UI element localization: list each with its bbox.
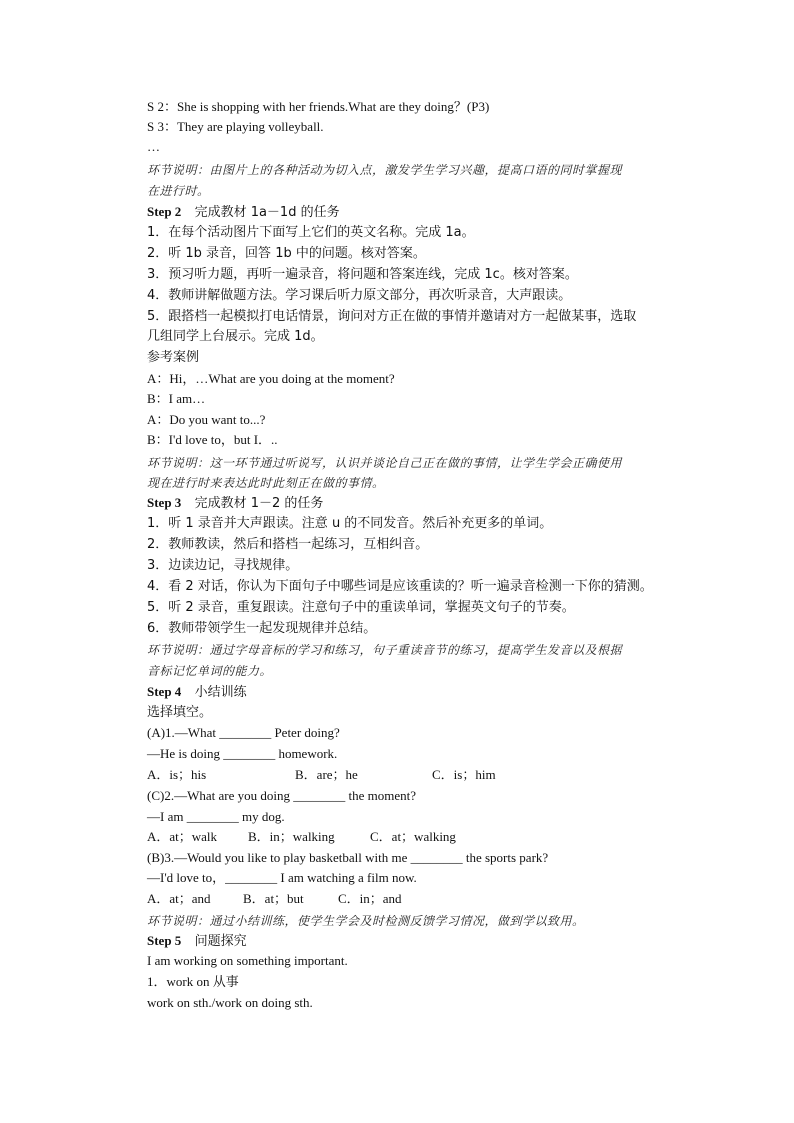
question-3-options <box>147 890 402 908</box>
example-line-a1: A：Hi，…What are you doing at the moment? <box>147 371 395 386</box>
option-a: A．is；his <box>147 767 207 782</box>
question-1-line-2: —He is doing ________ homework. <box>147 746 338 761</box>
example-line-b1: B：I am… <box>147 391 206 406</box>
question-3-line-1: (B)3.—Would you like to play basketball with me ________ the sports park? <box>147 850 549 865</box>
option-c: C．at；walking <box>370 829 456 844</box>
question-1-line-1: (A)1.—What ________ Peter doing? <box>147 725 340 740</box>
phrase-heading: 1．work on 从事 <box>147 974 239 989</box>
dialogue-line-s3: S 3：They are playing volleyball. <box>147 119 324 134</box>
section-note-4: 环节说明：通过小结训练，使学生学会及时检测反馈学习情况，做到学以致用。 <box>147 914 585 928</box>
step-2-item-2: 2．听 1b 录音，回答 1b 中的问题。核对答案。 <box>147 246 426 261</box>
step-3-item-3: 3．边读边记，寻找规律。 <box>147 558 299 573</box>
option-b: B．are；he <box>295 767 358 782</box>
step-3-item-6: 6．教师带领学生一起发现规律并总结。 <box>147 621 377 636</box>
ellipsis-line: … <box>147 139 160 154</box>
step-title: 问题探究 <box>194 934 247 949</box>
step-3-item-5: 5．听 2 录音，重复跟读。注意句子中的重读单词，掌握英文句子的节奏。 <box>147 600 575 615</box>
section-note-1-line-1: 环节说明：由图片上的各种活动为切入点，激发学生学习兴趣，提高口语的同时掌握现 <box>147 163 623 177</box>
step-2-item-5-line-2: 几组同学上台展示。完成 1d。 <box>147 329 324 344</box>
question-2-line-1: (C)2.—What are you doing ________ the moment? <box>147 788 416 803</box>
section-note-1-line-2: 在进行时。 <box>147 184 210 198</box>
step-2-item-4: 4．教师讲解做题方法。学习课后听力原文部分，再次听录音，大声跟读。 <box>147 288 572 303</box>
question-1-options <box>147 766 496 784</box>
step-3-item-2: 2．教师教读，然后和搭档一起练习，互相纠音。 <box>147 537 429 552</box>
question-2-options <box>147 828 456 846</box>
section-note-3-line-2: 音标记忆单词的能力。 <box>147 664 273 678</box>
step-label: Step 4 <box>147 684 182 699</box>
step-2-item-3: 3．预习听力题，再听一遍录音，将问题和答案连线，完成 1c。核对答案。 <box>147 267 578 282</box>
step-2-item-5-line-1: 5．跟搭档一起模拟打电话情景，询问对方正在做的事情并邀请对方一起做某事，选取 <box>147 309 637 324</box>
example-sentence: I am working on something important. <box>147 953 348 968</box>
option-a: A．at；and <box>147 891 211 906</box>
step-3-item-4: 4．看 2 对话，你认为下面句子中哪些词是应该重读的？听一遍录音检测一下你的猜测。 <box>147 579 653 594</box>
section-note-2-line-1: 环节说明：这一环节通过听说写，认识并谈论自己正在做的事情，让学生学会正确使用 <box>147 456 623 470</box>
option-b: B．in；walking <box>248 829 335 844</box>
step-label: Step 2 <box>147 204 182 219</box>
option-c: C．in；and <box>338 891 402 906</box>
exercise-instruction: 选择填空。 <box>147 705 213 720</box>
dialogue-line-s2: S 2：She is shopping with her friends.What are they doing？(P3) <box>147 99 490 114</box>
option-c: C．is；him <box>432 767 496 782</box>
step-title: 完成教材 1a－1d 的任务 <box>194 205 340 220</box>
section-note-2-line-2: 现在进行时来表达此时此刻正在做的事情。 <box>147 476 385 490</box>
question-3-line-2: —I'd love to，________ I am watching a film now. <box>147 870 417 885</box>
option-b: B．at；but <box>243 891 304 906</box>
section-note-3-line-1: 环节说明：通过字母音标的学习和练习，句子重读音节的练习，提高学生发音以及根据 <box>147 643 623 657</box>
option-a: A．at；walk <box>147 829 218 844</box>
step-3-item-1: 1．听 1 录音并大声跟读。注意 u 的不同发音。然后补充更多的单词。 <box>147 516 553 531</box>
step-title: 完成教材 1－2 的任务 <box>194 496 324 511</box>
step-4-heading <box>147 683 247 702</box>
step-label: Step 3 <box>147 495 182 510</box>
step-3-heading <box>147 494 323 513</box>
step-label: Step 5 <box>147 933 182 948</box>
question-2-line-2: —I am ________ my dog. <box>147 809 285 824</box>
step-5-heading <box>147 932 247 951</box>
step-title: 小结训练 <box>194 685 247 700</box>
example-line-b2: B：I'd love to，but I．.. <box>147 432 278 447</box>
phrase-usage: work on sth./work on doing sth. <box>147 995 313 1010</box>
example-line-a2: A：Do you want to...? <box>147 412 266 427</box>
reference-example-heading: 参考案例 <box>147 350 200 365</box>
step-2-item-1: 1．在每个活动图片下面写上它们的英文名称。完成 1a。 <box>147 225 475 240</box>
step-2-heading <box>147 203 340 222</box>
